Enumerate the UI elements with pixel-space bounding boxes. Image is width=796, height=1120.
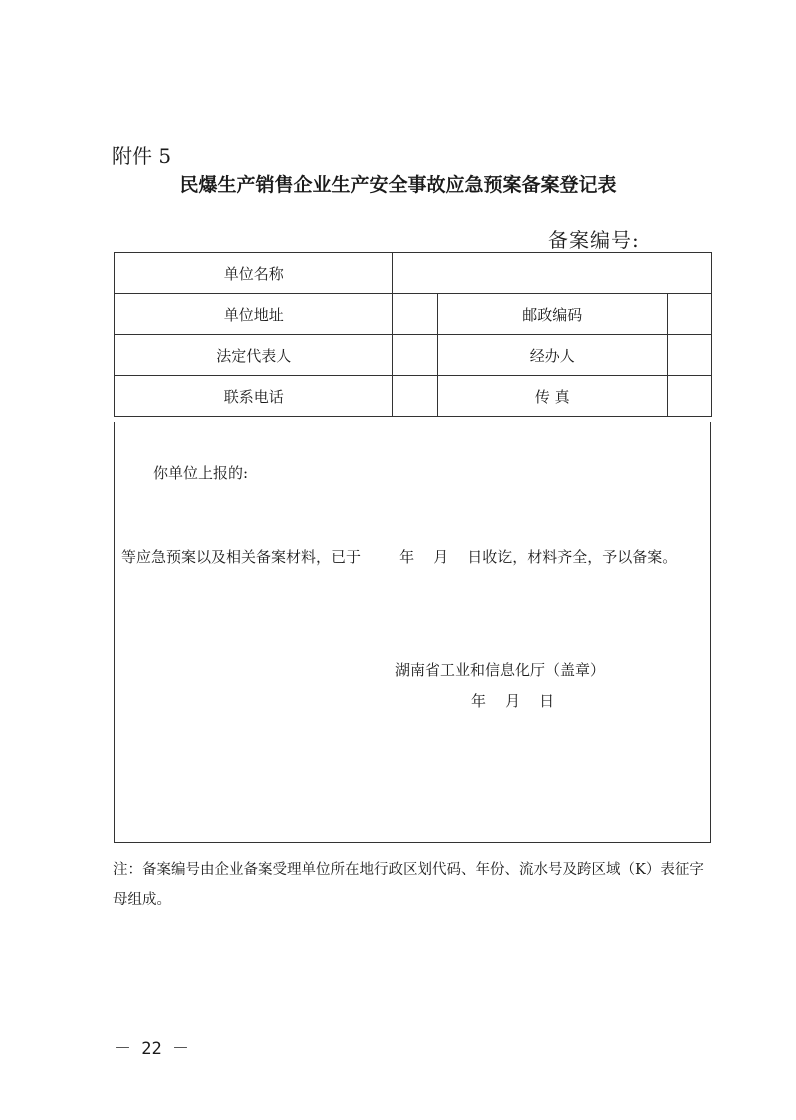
table-row (115, 253, 712, 294)
fax-label: 传 真 (437, 376, 667, 417)
attachment-label: 附件 5 (112, 144, 172, 168)
table-row (115, 376, 712, 417)
unit-name-value-cell (393, 253, 712, 294)
footnote: 注：备案编号由企业备案受理单位所在地行政区划代码、年份、流水号及跨区域（K）表征字母组成。 (113, 862, 704, 908)
table-row (115, 335, 712, 376)
registration-table (114, 252, 712, 417)
record-number-label: 备案编号: (548, 228, 640, 252)
form-title: 民爆生产销售企业生产安全事故应急预案备案登记表 (179, 174, 617, 196)
receipt-statement: 等应急预案以及相关备案材料，已于 年 月 日收讫，材料齐全，予以备案。 (121, 548, 678, 566)
handler-label: 经办人 (437, 335, 667, 376)
reported-text: 你单位上报的: (153, 464, 249, 482)
fax-value-cell (667, 376, 711, 417)
postal-code-value-cell (667, 294, 711, 335)
unit-address-label: 单位地址 (115, 294, 393, 335)
unit-name-label: 单位名称 (115, 253, 393, 294)
table-row (115, 294, 712, 335)
legal-representative-label: 法定代表人 (115, 335, 393, 376)
approval-date: 年 月 日 (471, 692, 555, 710)
unit-address-value-cell (393, 294, 437, 335)
approval-section (114, 422, 711, 843)
postal-code-label: 邮政编码 (437, 294, 667, 335)
handler-value-cell (667, 335, 711, 376)
phone-label: 联系电话 (115, 376, 393, 417)
legal-representative-value-cell (393, 335, 437, 376)
page-number: － 22 － (114, 1039, 189, 1059)
phone-value-cell (393, 376, 437, 417)
department-seal-text: 湖南省工业和信息化厅（盖章） (395, 661, 606, 679)
